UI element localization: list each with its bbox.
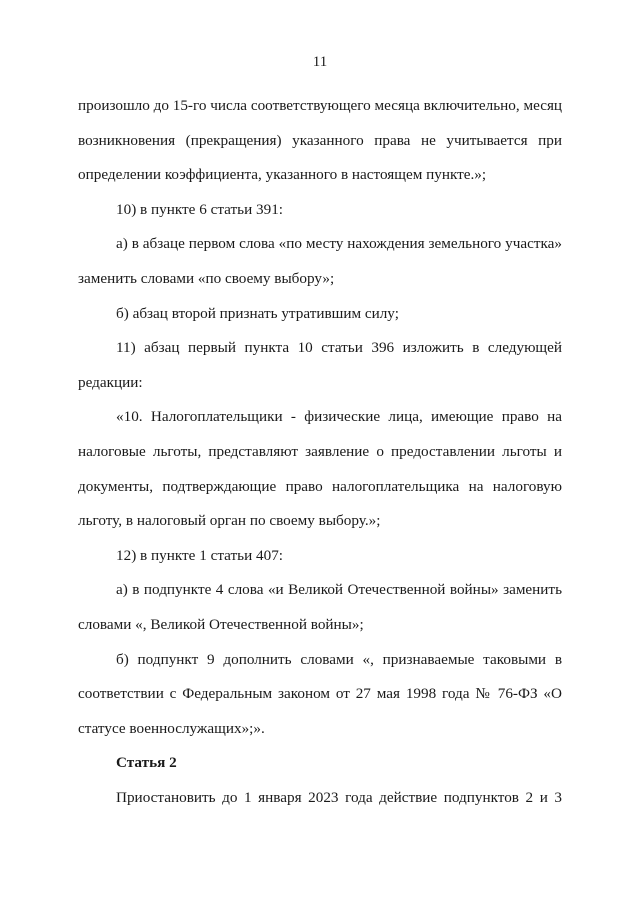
text-line: налоговые льготы, представляют заявление о предоставлении льготы и xyxy=(78,442,562,460)
text-line: «10. Налогоплательщики - физические лица, имеющие право на xyxy=(116,408,562,426)
text-line: определении коэффициента, указанного в настоящем пункте.»; xyxy=(78,166,487,184)
text-line: статусе военнослужащих»;». xyxy=(78,719,265,737)
text-line: а) в подпункте 4 слова «и Великой Отечественной войны» заменить xyxy=(116,581,562,599)
text-line: редакции: xyxy=(78,373,143,391)
text-line: а) в абзаце первом слова «по месту нахождения земельного участка» xyxy=(116,235,562,253)
text-line: б) подпункт 9 дополнить словами «, признаваемые таковыми в xyxy=(116,650,562,668)
text-line: 10) в пункте 6 статьи 391: xyxy=(116,200,284,218)
article-heading: Статья 2 xyxy=(116,754,177,772)
text-line: словами «, Великой Отечественной войны»; xyxy=(78,615,364,633)
text-line: 11) абзац первый пункта 10 статьи 396 изложить в следующей xyxy=(116,339,562,357)
text-line: документы, подтверждающие право налогоплательщика на налоговую xyxy=(78,477,562,495)
text-line: произошло до 15-го числа соответствующего месяца включительно, месяц xyxy=(78,97,563,114)
text-line: льготу, в налоговый орган по своему выбору.»; xyxy=(78,512,381,530)
document-body xyxy=(78,89,562,815)
text-line: 12) в пункте 1 статьи 407: xyxy=(116,546,284,564)
text-line: Приостановить до 1 января 2023 года действие подпунктов 2 и 3 xyxy=(116,788,562,806)
text-line: соответствии с Федеральным законом от 27 мая 1998 года № 76-ФЗ «О xyxy=(78,685,562,703)
text-line: б) абзац второй признать утратившим силу; xyxy=(116,304,399,322)
text-line: заменить словами «по своему выбору»; xyxy=(78,269,335,287)
text-line: возникновения (прекращения) указанного права не учитывается при xyxy=(78,131,562,149)
page-number: 11 xyxy=(312,54,328,70)
